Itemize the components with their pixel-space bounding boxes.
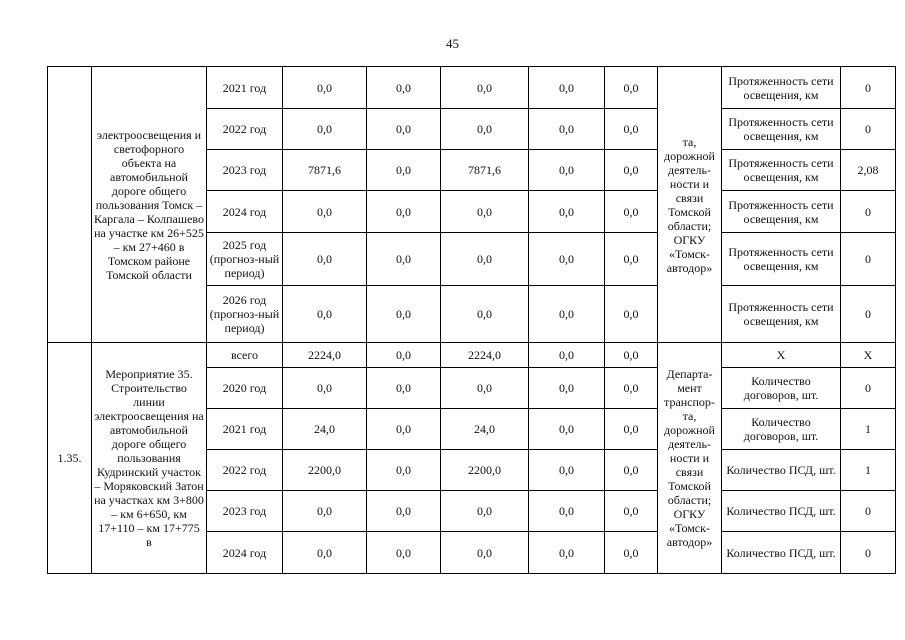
- period-cell: 2024 год: [207, 191, 283, 233]
- amount-cell: 0,0: [441, 233, 529, 286]
- amount-cell: 0,0: [529, 450, 605, 491]
- indicator-cell: Количество ПСД, шт.: [722, 450, 841, 491]
- amount-cell: 2200,0: [283, 450, 367, 491]
- period-cell: 2023 год: [207, 150, 283, 191]
- amount-cell: 0,0: [367, 150, 441, 191]
- period-cell: 2023 год: [207, 491, 283, 532]
- period-cell: 2026 год (прогноз-ный период): [207, 286, 283, 343]
- amount-cell: 0,0: [529, 109, 605, 150]
- indicator-cell: Протяженность сети освещения, км: [722, 286, 841, 343]
- page-number: 45: [446, 36, 459, 51]
- indicator-cell: Количество ПСД, шт.: [722, 532, 841, 574]
- amount-cell: 0,0: [283, 491, 367, 532]
- amount-cell: 0,0: [605, 67, 658, 109]
- amount-cell: 7871,6: [441, 150, 529, 191]
- amount-cell: 0,0: [529, 233, 605, 286]
- amount-cell: 0,0: [605, 286, 658, 343]
- amount-cell: 0,0: [367, 532, 441, 574]
- table-body: [48, 67, 896, 574]
- period-cell: 2020 год: [207, 368, 283, 409]
- amount-cell: 0,0: [367, 450, 441, 491]
- indicator-cell: Протяженность сети освещения, км: [722, 191, 841, 233]
- amount-cell: 0,0: [441, 368, 529, 409]
- period-cell: 2024 год: [207, 532, 283, 574]
- item-name: Мероприятие 35. Строительство линии электроосвещения на автомобильной дороге общего пользования Кудринский участок – Моряковский Затон на участках км 3+800 – км 6+650, км 17+110 – км 17+775 в: [92, 343, 207, 574]
- amount-cell: 0,0: [529, 343, 605, 368]
- indicator-cell: Протяженность сети освещения, км: [722, 150, 841, 191]
- amount-cell: 0,0: [605, 450, 658, 491]
- amount-cell: 2224,0: [441, 343, 529, 368]
- indicator-value-cell: 0: [841, 109, 896, 150]
- amount-cell: 0,0: [529, 409, 605, 450]
- amount-cell: 0,0: [441, 67, 529, 109]
- indicator-value-cell: 0: [841, 368, 896, 409]
- amount-cell: 0,0: [605, 409, 658, 450]
- indicator-value-cell: 0: [841, 233, 896, 286]
- indicator-value-cell: 0: [841, 191, 896, 233]
- amount-cell: 0,0: [367, 491, 441, 532]
- indicator-value-cell: 0: [841, 532, 896, 574]
- amount-cell: 0,0: [367, 109, 441, 150]
- amount-cell: 0,0: [283, 67, 367, 109]
- amount-cell: 0,0: [529, 67, 605, 109]
- table-row: [48, 67, 896, 109]
- indicator-cell: Количество договоров, шт.: [722, 368, 841, 409]
- amount-cell: 0,0: [529, 532, 605, 574]
- amount-cell: 0,0: [441, 532, 529, 574]
- amount-cell: 0,0: [441, 109, 529, 150]
- amount-cell: 0,0: [283, 368, 367, 409]
- period-cell: всего: [207, 343, 283, 368]
- indicator-cell: Количество ПСД, шт.: [722, 491, 841, 532]
- amount-cell: 0,0: [605, 109, 658, 150]
- period-cell: 2021 год: [207, 67, 283, 109]
- amount-cell: 0,0: [367, 409, 441, 450]
- executor-cell: Департа-мент транспор-та, дорожной деятель-ности и связи Томской области; ОГКУ «Томск-автодор»: [658, 343, 722, 574]
- amount-cell: 0,0: [283, 233, 367, 286]
- period-cell: 2022 год: [207, 109, 283, 150]
- indicator-value-cell: 0: [841, 286, 896, 343]
- period-cell: 2025 год (прогноз-ный период): [207, 233, 283, 286]
- item-number: 1.35.: [48, 343, 92, 574]
- period-cell: 2021 год: [207, 409, 283, 450]
- amount-cell: 0,0: [605, 233, 658, 286]
- amount-cell: 0,0: [529, 491, 605, 532]
- amount-cell: 0,0: [367, 233, 441, 286]
- amount-cell: 0,0: [441, 286, 529, 343]
- amount-cell: 0,0: [529, 286, 605, 343]
- indicator-cell: Х: [722, 343, 841, 368]
- indicator-value-cell: 0: [841, 491, 896, 532]
- indicator-cell: Протяженность сети освещения, км: [722, 109, 841, 150]
- program-table: [47, 66, 896, 574]
- amount-cell: 0,0: [367, 368, 441, 409]
- amount-cell: 2224,0: [283, 343, 367, 368]
- amount-cell: 0,0: [529, 150, 605, 191]
- amount-cell: 0,0: [605, 491, 658, 532]
- amount-cell: 0,0: [441, 491, 529, 532]
- item-name: электроосвещения и светофорного объекта на автомобильной дороге общего пользования Томск – Каргала – Колпашево на участке км 26+525 – км 27+460 в Томском районе Томской области: [92, 67, 207, 343]
- item-number: [48, 67, 92, 343]
- amount-cell: 7871,6: [283, 150, 367, 191]
- indicator-value-cell: 2,08: [841, 150, 896, 191]
- amount-cell: 0,0: [367, 286, 441, 343]
- amount-cell: 24,0: [441, 409, 529, 450]
- amount-cell: 0,0: [367, 67, 441, 109]
- amount-cell: 0,0: [605, 368, 658, 409]
- amount-cell: 0,0: [605, 150, 658, 191]
- indicator-cell: Количество договоров, шт.: [722, 409, 841, 450]
- table-row: [48, 343, 896, 368]
- period-cell: 2022 год: [207, 450, 283, 491]
- indicator-value-cell: 1: [841, 450, 896, 491]
- indicator-value-cell: Х: [841, 343, 896, 368]
- amount-cell: 0,0: [283, 109, 367, 150]
- amount-cell: 0,0: [605, 532, 658, 574]
- indicator-value-cell: 1: [841, 409, 896, 450]
- amount-cell: 0,0: [529, 368, 605, 409]
- amount-cell: 2200,0: [441, 450, 529, 491]
- amount-cell: 0,0: [529, 191, 605, 233]
- amount-cell: 0,0: [605, 191, 658, 233]
- indicator-cell: Протяженность сети освещения, км: [722, 233, 841, 286]
- amount-cell: 0,0: [367, 191, 441, 233]
- indicator-cell: Протяженность сети освещения, км: [722, 67, 841, 109]
- amount-cell: 0,0: [367, 343, 441, 368]
- executor-cell: та, дорожной деятель-ности и связи Томской области; ОГКУ «Томск-автодор»: [658, 67, 722, 343]
- amount-cell: 0,0: [283, 286, 367, 343]
- amount-cell: 0,0: [605, 343, 658, 368]
- amount-cell: 24,0: [283, 409, 367, 450]
- amount-cell: 0,0: [283, 532, 367, 574]
- amount-cell: 0,0: [283, 191, 367, 233]
- indicator-value-cell: 0: [841, 67, 896, 109]
- amount-cell: 0,0: [441, 191, 529, 233]
